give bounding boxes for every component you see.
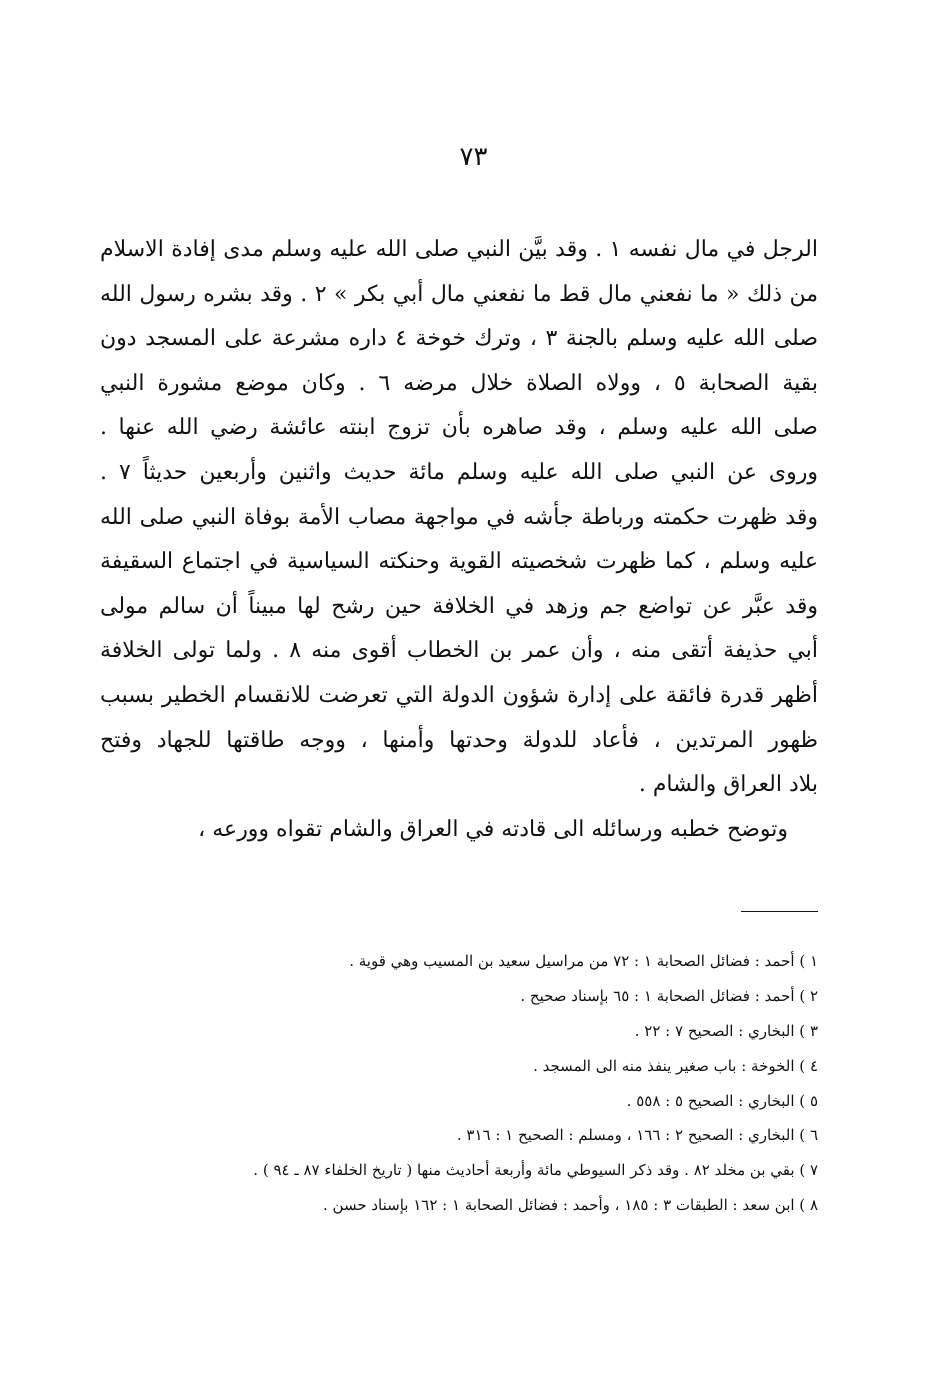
body-line: بقية الصحابة ٥ ، وولاه الصلاة خلال مرضه ٦ . وكان موضع مشورة النبي [100, 370, 818, 396]
page-number: ٧٣ [459, 142, 488, 172]
footnote: ٥ ) البخاري : الصحيح ٥ : ٥٥٨ . [626, 1091, 818, 1110]
body-text [100, 228, 818, 852]
body-line: عليه وسلم ، كما ظهرت شخصيته القوية وحنكته السياسية في اجتماع السقيفة [100, 549, 818, 575]
footnote: ٧ ) بقي بن مخلد ٨٢ . وقد ذكر السيوطي مائة وأربعة أحاديث منها ( تاريخ الخلفاء ٨٧ ـ ٩٤ ) . [253, 1161, 818, 1180]
footnote: ٨ ) ابن سعد : الطبقات ٣ : ١٨٥ ، وأحمد : فضائل الصحابة ١ : ١٦٢ بإسناد حسن . [323, 1196, 818, 1215]
body-line: أبي حذيفة أتقى منه ، وأن عمر بن الخطاب أقوى منه ٨ . ولما تولى الخلافة [100, 638, 818, 664]
body-line: وقد عبَّر عن تواضع جم وزهد في الخلافة حين رشح لها مبيناً أن سالم مولى [100, 593, 818, 619]
footnote: ٢ ) أحمد : فضائل الصحابة ١ : ٦٥ بإسناد صحيح . [520, 986, 818, 1005]
body-line: ظهور المرتدين ، فأعاد للدولة وحدتها وأمنها ، ووجه طاقتها للجهاد وفتح [100, 727, 818, 753]
body-line: بلاد العراق والشام . [638, 772, 818, 798]
footnote-separator [741, 911, 818, 912]
body-line: أظهر قدرة فائقة على إدارة شؤون الدولة التي تعرضت للانقسام الخطير بسبب [100, 682, 818, 708]
body-line: من ذلك « ما نفعني مال قط ما نفعني مال أبي بكر » ٢ . وقد بشره رسول الله [100, 281, 818, 307]
footnotes [130, 944, 818, 1223]
footnote: ١ ) أحمد : فضائل الصحابة ١ : ٧٢ من مراسيل سعيد بن المسيب وهي قوية . [349, 952, 818, 970]
footnote: ٤ ) الخوخة : باب صغير ينفذ منه الى المسجد . [533, 1056, 818, 1075]
body-line: الرجل في مال نفسه ١ . وقد بيَّن النبي صلى الله عليه وسلم مدى إفادة الاسلام [100, 237, 818, 262]
body-line: صلى الله عليه وسلم بالجنة ٣ ، وترك خوخة ٤ داره مشرعة على المسجد دون [100, 326, 818, 352]
body-line: وتوضح خطبه ورسائله الى قادته في العراق والشام تقواه وورعه ، [198, 816, 788, 842]
footnote: ٦ ) البخاري : الصحيح ٢ : ١٦٦ ، ومسلم : الصحيح ١ : ٣١٦ . [456, 1126, 818, 1145]
body-line: صلى الله عليه وسلم ، وقد صاهره بأن تزوج ابنته عائشة رضي الله عنها . [100, 415, 818, 441]
footnote: ٣ ) البخاري : الصحيح ٧ : ٢٢ . [634, 1021, 818, 1040]
body-line: وقد ظهرت حكمته ورباطة جأشه في مواجهة مصاب الأمة بوفاة النبي صلى الله [100, 504, 818, 530]
body-line: وروى عن النبي صلى الله عليه وسلم مائة حديث واثنين وأربعين حديثاً ٧ . [100, 459, 818, 485]
